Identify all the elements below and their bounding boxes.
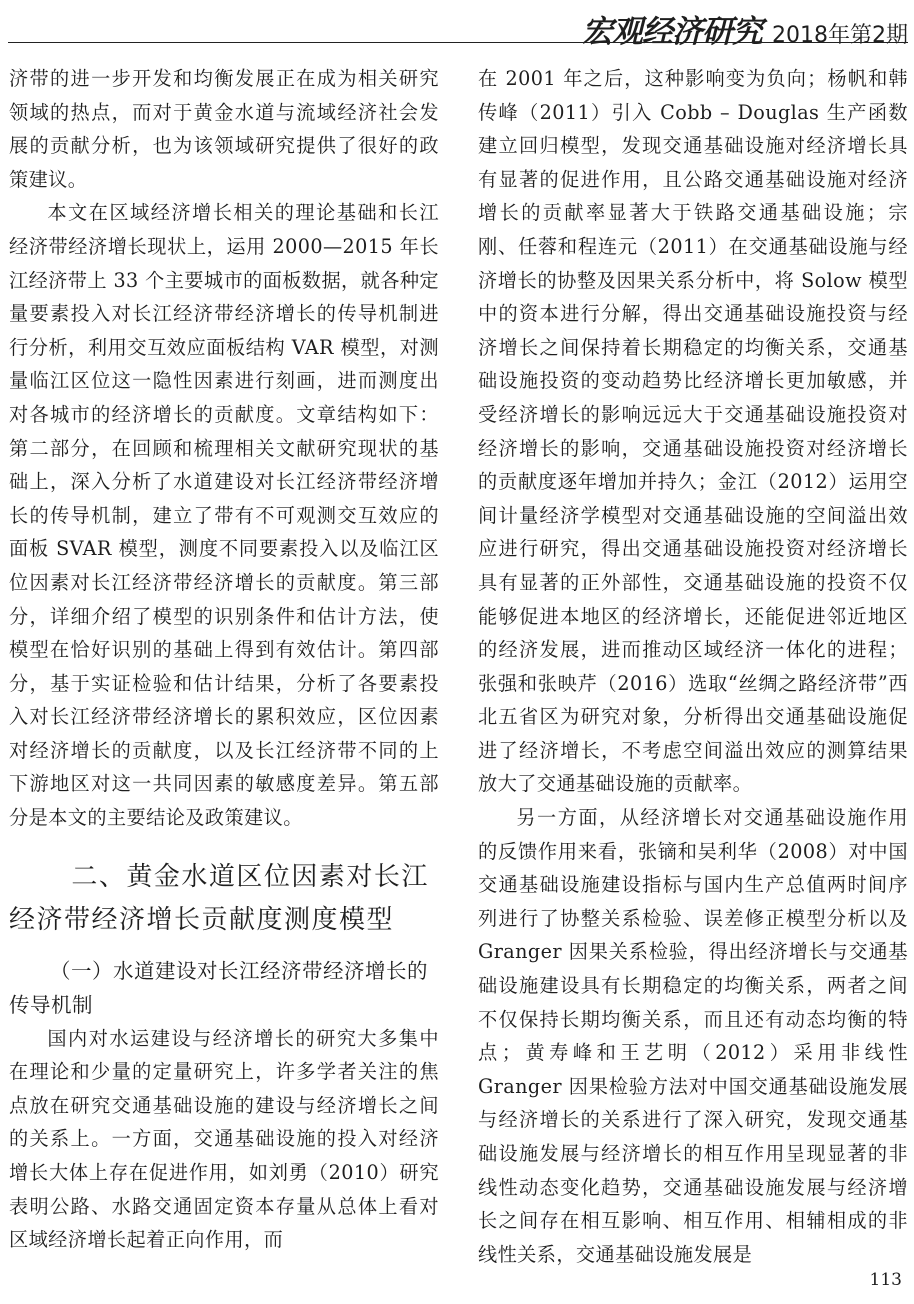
paragraph: 国内对水运建设与经济增长的研究大多集中在理论和少量的定量研究上，许多学者关注的焦点放在研究交通基础设施的建设与经济增长之间的关系上。一方面，交通基础设施的投入对经济增长大体上存在促进作用，如刘勇（2010）研究表明公路、水路交通固定资本存量从总体上看对区域经济增长起着正向作用，而 bbox=[9, 1026, 439, 1252]
left-column bbox=[9, 62, 439, 1257]
issue-label: 2018年第2期 bbox=[772, 23, 908, 48]
section-heading: 二、黄金水道区位因素对长江经济带经济增长贡献度测度模型 bbox=[9, 861, 429, 935]
paragraph: 济带的进一步开发和均衡发展正在成为相关研究领域的热点，而对于黄金水道与流域经济社会发展的贡献分析，也为该领域研究提供了很好的政策建议。 bbox=[9, 67, 439, 191]
right-column bbox=[478, 62, 908, 1271]
page-number: 113 bbox=[869, 1270, 902, 1290]
running-head bbox=[582, 6, 908, 50]
subsection-heading: （一）水道建设对长江经济带经济增长的传导机制 bbox=[9, 958, 428, 1017]
paragraph: 本文在区域经济增长相关的理论基础和长江经济带经济增长现状上，运用 2000—2015 年长江经济带上 33 个主要城市的面板数据，就各种定量要素投入对长江经济带经济增长的传导机制进行分析，利用交互效应面板结构 VAR 模型，对测量临江区位这一隐性因素进行刻画，进而测度出对各城市的经济增长的贡献度。文章结构如下：第二部分，在回顾和梳理相关文献研究现状的基础上，深入分析了水道建设对长江经济带经济增长的传导机制，建立了带有不可观测交互效应的面板 SVAR 模型，测度不同要素投入以及临江区位因素对长江经济带经济增长的贡献度。第三部分，详细介绍了模型的识别条件和估计方法，使模型在恰好识别的基础上得到有效估计。第四部分，基于实证检验和估计结果，分析了各要素投入对长江经济带经济增长的累积效应，区位因素对经济增长的贡献度，以及长江经济带不同的上下游地区对这一共同因素的敏感度差异。第五部分是本文的主要结论及政策建议。 bbox=[9, 201, 439, 830]
paragraph: 在 2001 年之后，这种影响变为负向；杨帆和韩传峰（2011）引入 Cobb – Douglas 生产函数建立回归模型，发现交通基础设施对经济增长具有显著的促进作用，且公路交通基础设施对经济增长的贡献率显著大于铁路交通基础设施；宗刚、任蓉和程连元（2011）在交通基础设施与经济增长的协整及因果关系分析中，将 Solow 模型中的资本进行分解，得出交通基础设施投资与经济增长之间保持着长期稳定的均衡关系，交通基础设施投资的变动趋势比经济增长更加敏感，并受经济增长的影响远远大于交通基础设施投资对经济增长的影响，交通基础设施投资对经济增长的贡献度逐年增加并持久；金江（2012）运用空间计量经济学模型对交通基础设施的空间溢出效应进行研究，得出交通基础设施投资对经济增长具有显著的正外部性，交通基础设施的投资不仅能够促进本地区的经济增长，还能促进邻近地区的经济发展，进而推动区域经济一体化的进程；张强和张映芹（2016）选取“丝绸之路经济带”西北五省区为研究对象，分析得出交通基础设施促进了经济增长，不考虑空间溢出效应的测算结果放大了交通基础设施的贡献率。 bbox=[478, 67, 908, 796]
journal-name: 宏观经济研究 bbox=[582, 14, 762, 50]
header-rule bbox=[8, 42, 908, 43]
paragraph: 另一方面，从经济增长对交通基础设施作用的反馈作用来看，张镝和吴利华（2008）对中国交通基础设施建设指标与国内生产总值两时间序列进行了协整关系检验、误差修正模型分析以及 Granger 因果关系检验，得出经济增长与交通基础设施建设具有长期稳定的均衡关系，两者之间不仅保持长期均衡关系，而且还有动态均衡的特点；黄寿峰和王艺明（2012）采用非线性 Granger 因果检验方法对中国交通基础设施发展与经济增长的关系进行了深入研究，发现交通基础设施发展与经济增长的相互作用呈现显著的非线性动态变化趋势，交通基础设施发展与经济增长之间存在相互影响、相互作用、相辅相成的非线性关系，交通基础设施发展是 bbox=[478, 806, 908, 1266]
